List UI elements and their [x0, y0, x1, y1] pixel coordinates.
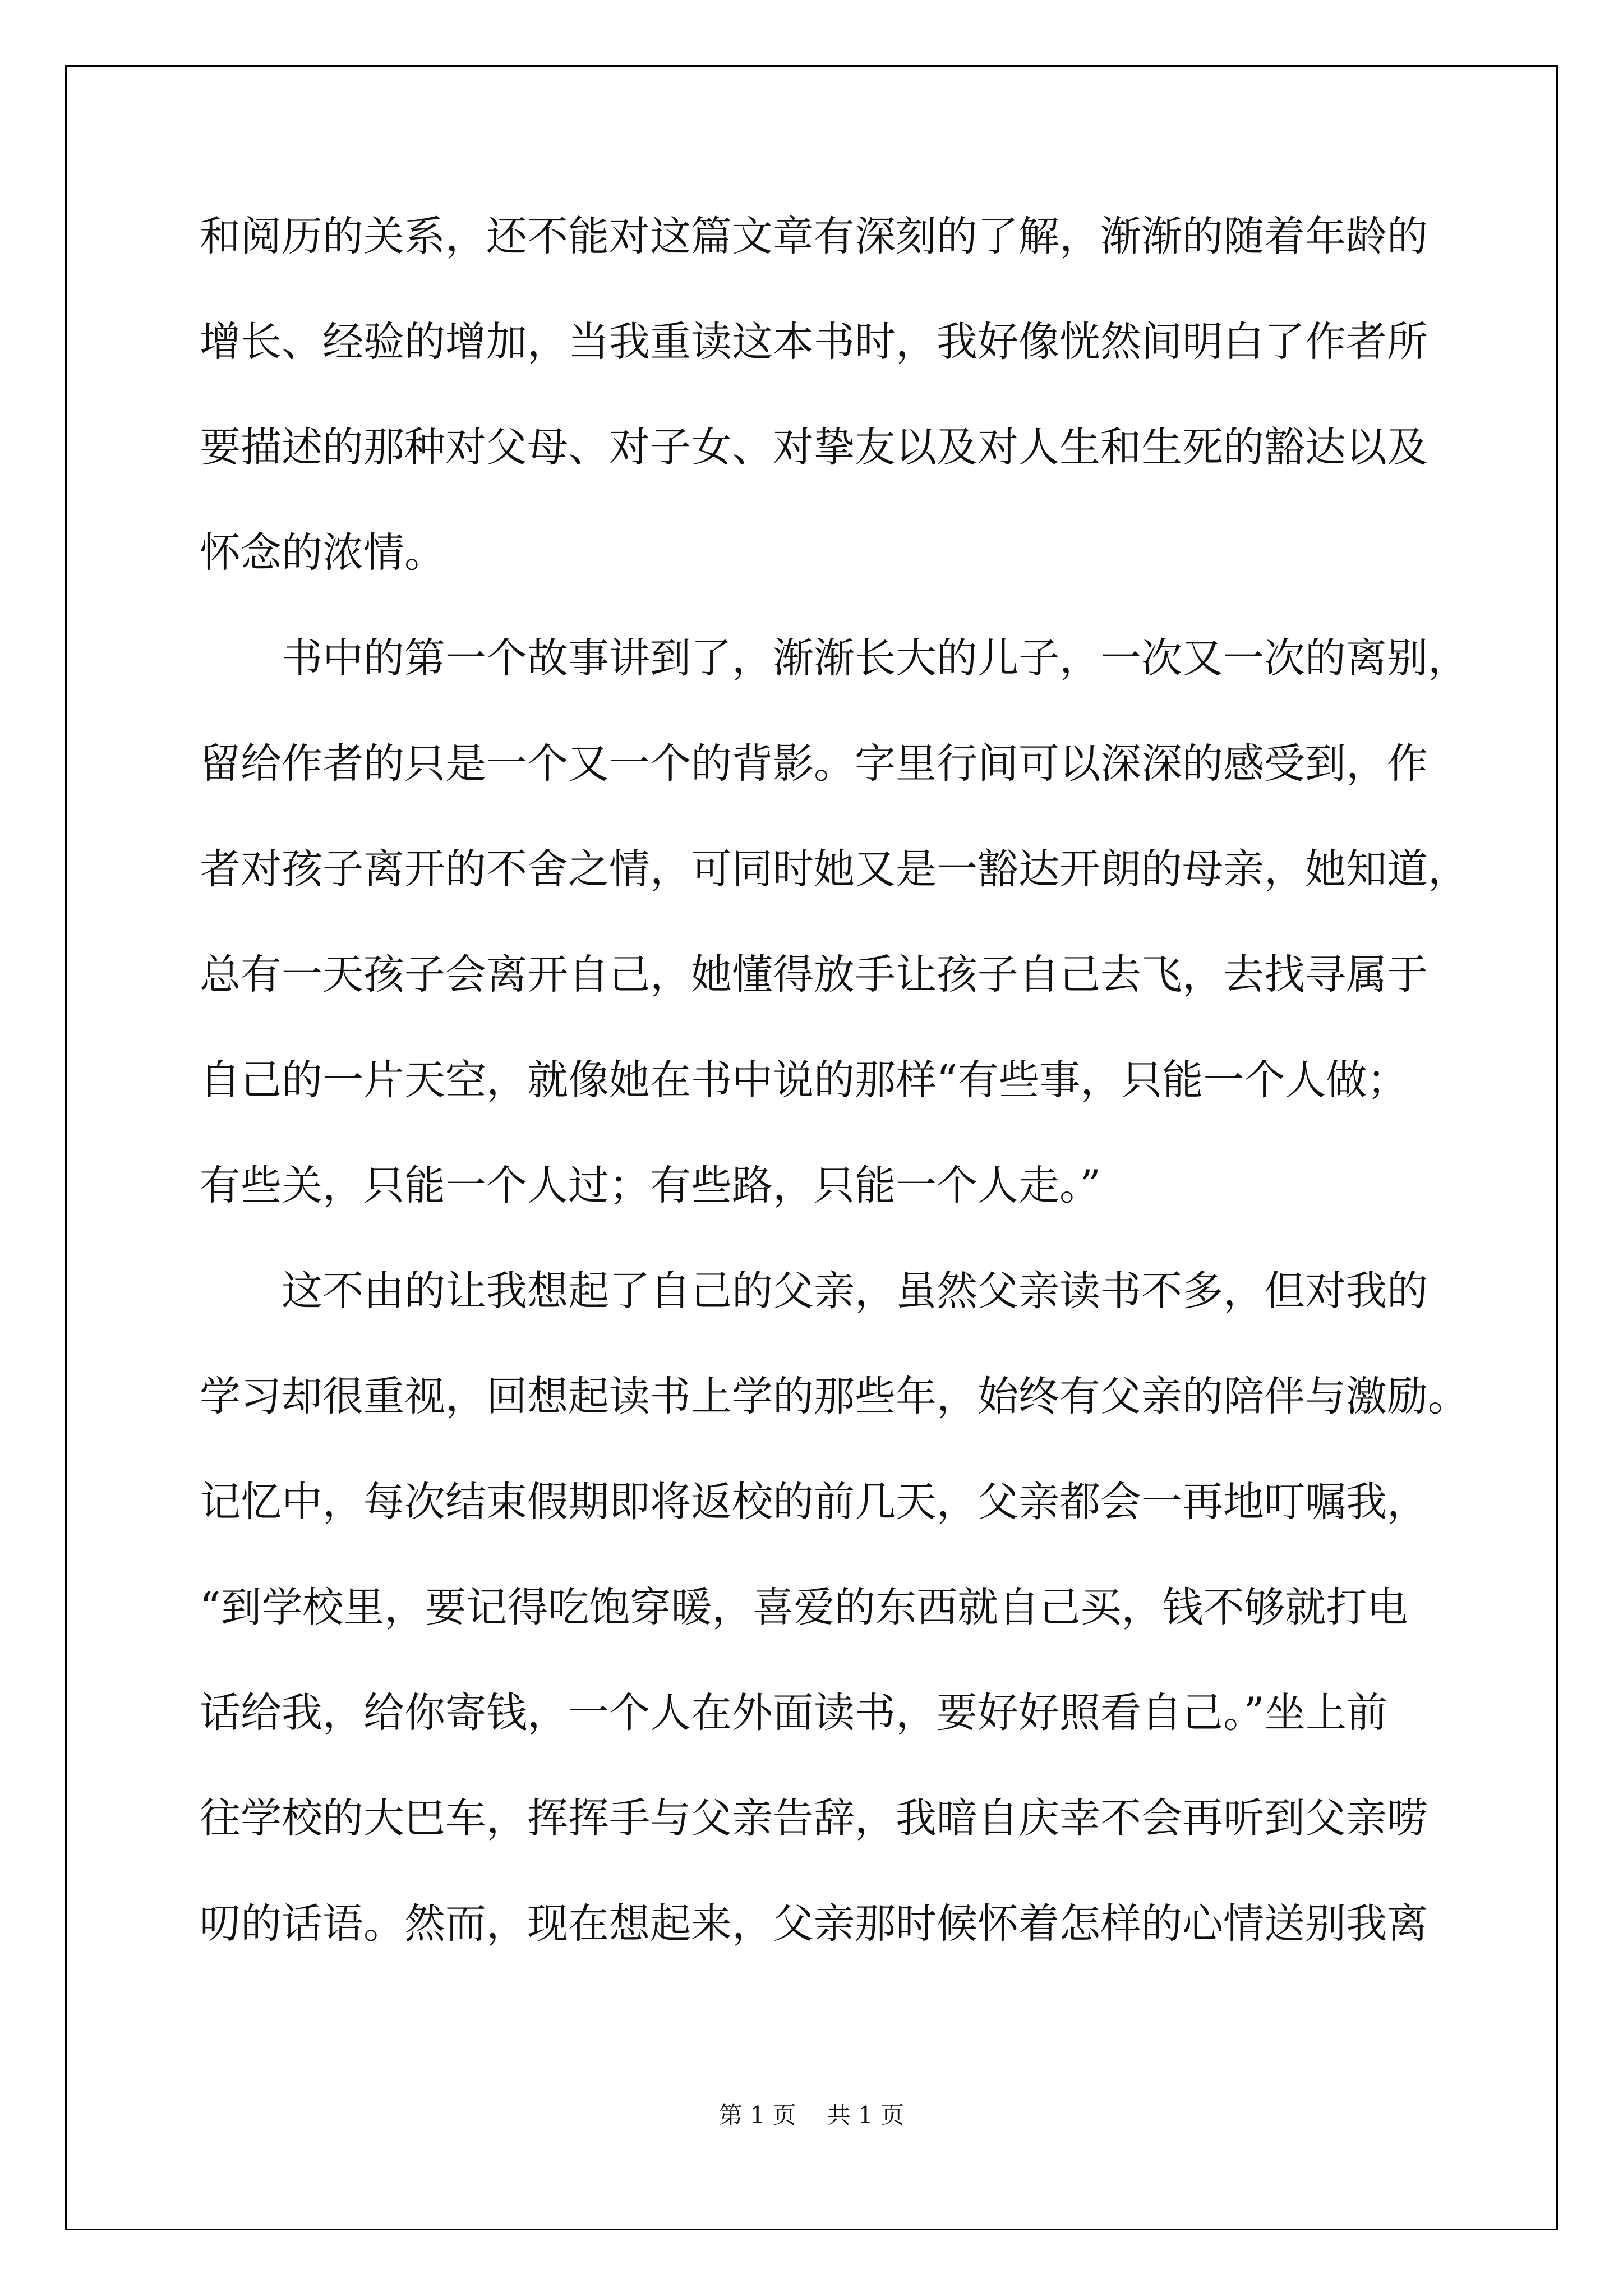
- text-line: 自己的一片天空，就像她在书中说的那样“有些事，只能一个人做；: [200, 1056, 1408, 1104]
- page-footer: 第 1 页 共 1 页: [718, 2101, 905, 2129]
- text-line: 书中的第一个故事讲到了，渐渐长大的儿子，一次又一次的离别，: [200, 634, 1469, 682]
- text-line: 总有一天孩子会离开自己，她懂得放手让孩子自己去飞，去找寻属于: [200, 951, 1428, 999]
- text-line: 有些关，只能一个人过；有些路，只能一个人走。”: [200, 1162, 1101, 1209]
- text-line: 增长、经验的增加，当我重读这本书时，我好像恍然间明白了作者所: [200, 318, 1428, 366]
- text-line: 要描述的那种对父母、对子女、对挚友以及对人生和生死的豁达以及: [200, 424, 1428, 471]
- text-line: 往学校的大巴车，挥挥手与父亲告辞，我暗自庆幸不会再听到父亲唠: [200, 1795, 1428, 1842]
- text-line: 者对孩子离开的不舍之情，可同时她又是一豁达开朗的母亲，她知道，: [200, 845, 1469, 893]
- text-line: “到学校里，要记得吃饱穿暖，喜爱的东西就自己买，钱不够就打电: [200, 1584, 1408, 1631]
- text-line: 留给作者的只是一个又一个的背影。字里行间可以深深的感受到，作: [200, 740, 1428, 788]
- text-line: 这不由的让我想起了自己的父亲，虽然父亲读书不多，但对我的: [200, 1267, 1428, 1315]
- text-line: 话给我，给你寄钱，一个人在外面读书，要好好照看自己。”坐上前: [200, 1689, 1387, 1737]
- text-line: 叨的话语。然而，现在想起来，父亲那时候怀着怎样的心情送别我离: [200, 1900, 1428, 1948]
- text-line: 怀念的浓情。: [200, 529, 445, 577]
- text-line: 记忆中，每次结束假期即将返校的前几天，父亲都会一再地叮嘱我，: [200, 1478, 1428, 1526]
- text-line: 学习却很重视，回想起读书上学的那些年，始终有父亲的陪伴与激励。: [200, 1373, 1469, 1420]
- text-line: 和阅历的关系，还不能对这篇文章有深刻的了解，渐渐的随着年龄的: [200, 213, 1428, 260]
